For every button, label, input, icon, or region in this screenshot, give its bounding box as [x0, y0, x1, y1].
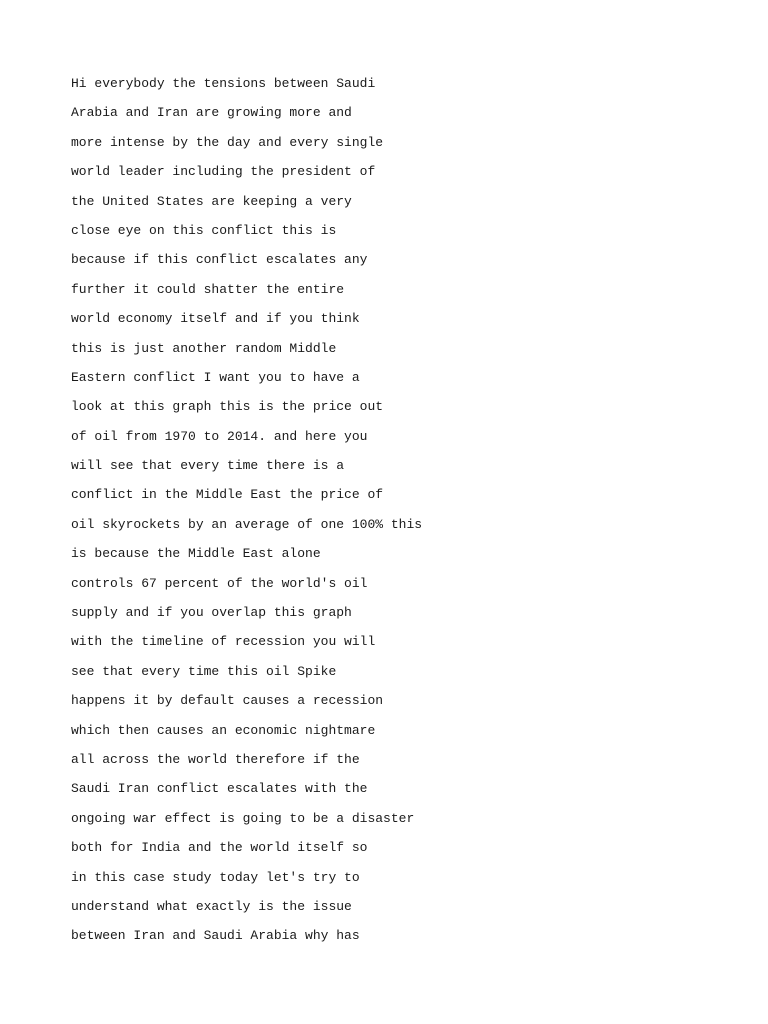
text-line: understand what exactly is the issue	[71, 898, 352, 914]
text-line: close eye on this conflict this is	[71, 222, 337, 238]
text-line: because if this conflict escalates any	[71, 252, 368, 268]
text-line: Saudi Iran conflict escalates with the	[71, 781, 368, 797]
text-line: supply and if you overlap this graph	[71, 605, 352, 621]
text-line: in this case study today let's try to	[71, 869, 360, 885]
transcript-text	[71, 69, 422, 951]
text-line: conflict in the Middle East the price of	[71, 487, 384, 503]
text-line: happens it by default causes a recession	[71, 693, 384, 709]
text-line: world economy itself and if you think	[71, 311, 360, 327]
text-line: ongoing war effect is going to be a disaster	[71, 810, 415, 826]
text-line: controls 67 percent of the world's oil	[71, 575, 368, 591]
text-line: between Iran and Saudi Arabia why has	[71, 928, 360, 944]
text-line: Eastern conflict I want you to have a	[71, 369, 360, 385]
text-line: look at this graph this is the price out	[71, 399, 384, 415]
text-line: this is just another random Middle	[71, 340, 337, 356]
text-line: Hi everybody the tensions between Saudi	[71, 76, 376, 91]
text-line: world leader including the president of	[71, 164, 376, 180]
text-line: will see that every time there is a	[71, 458, 345, 474]
text-line: is because the Middle East alone	[71, 546, 321, 562]
text-line: see that every time this oil Spike	[71, 663, 337, 679]
text-line: further it could shatter the entire	[71, 281, 345, 297]
text-line: both for India and the world itself so	[71, 840, 368, 856]
text-line: oil skyrockets by an average of one 100% this	[71, 516, 423, 532]
text-line: which then causes an economic nightmare	[71, 722, 376, 738]
text-line: more intense by the day and every single	[71, 134, 384, 150]
text-line: with the timeline of recession you will	[71, 634, 376, 650]
text-line: Arabia and Iran are growing more and	[71, 105, 352, 121]
text-line: all across the world therefore if the	[71, 751, 360, 767]
text-line: of oil from 1970 to 2014. and here you	[71, 428, 368, 444]
text-line: the United States are keeping a very	[71, 193, 352, 209]
